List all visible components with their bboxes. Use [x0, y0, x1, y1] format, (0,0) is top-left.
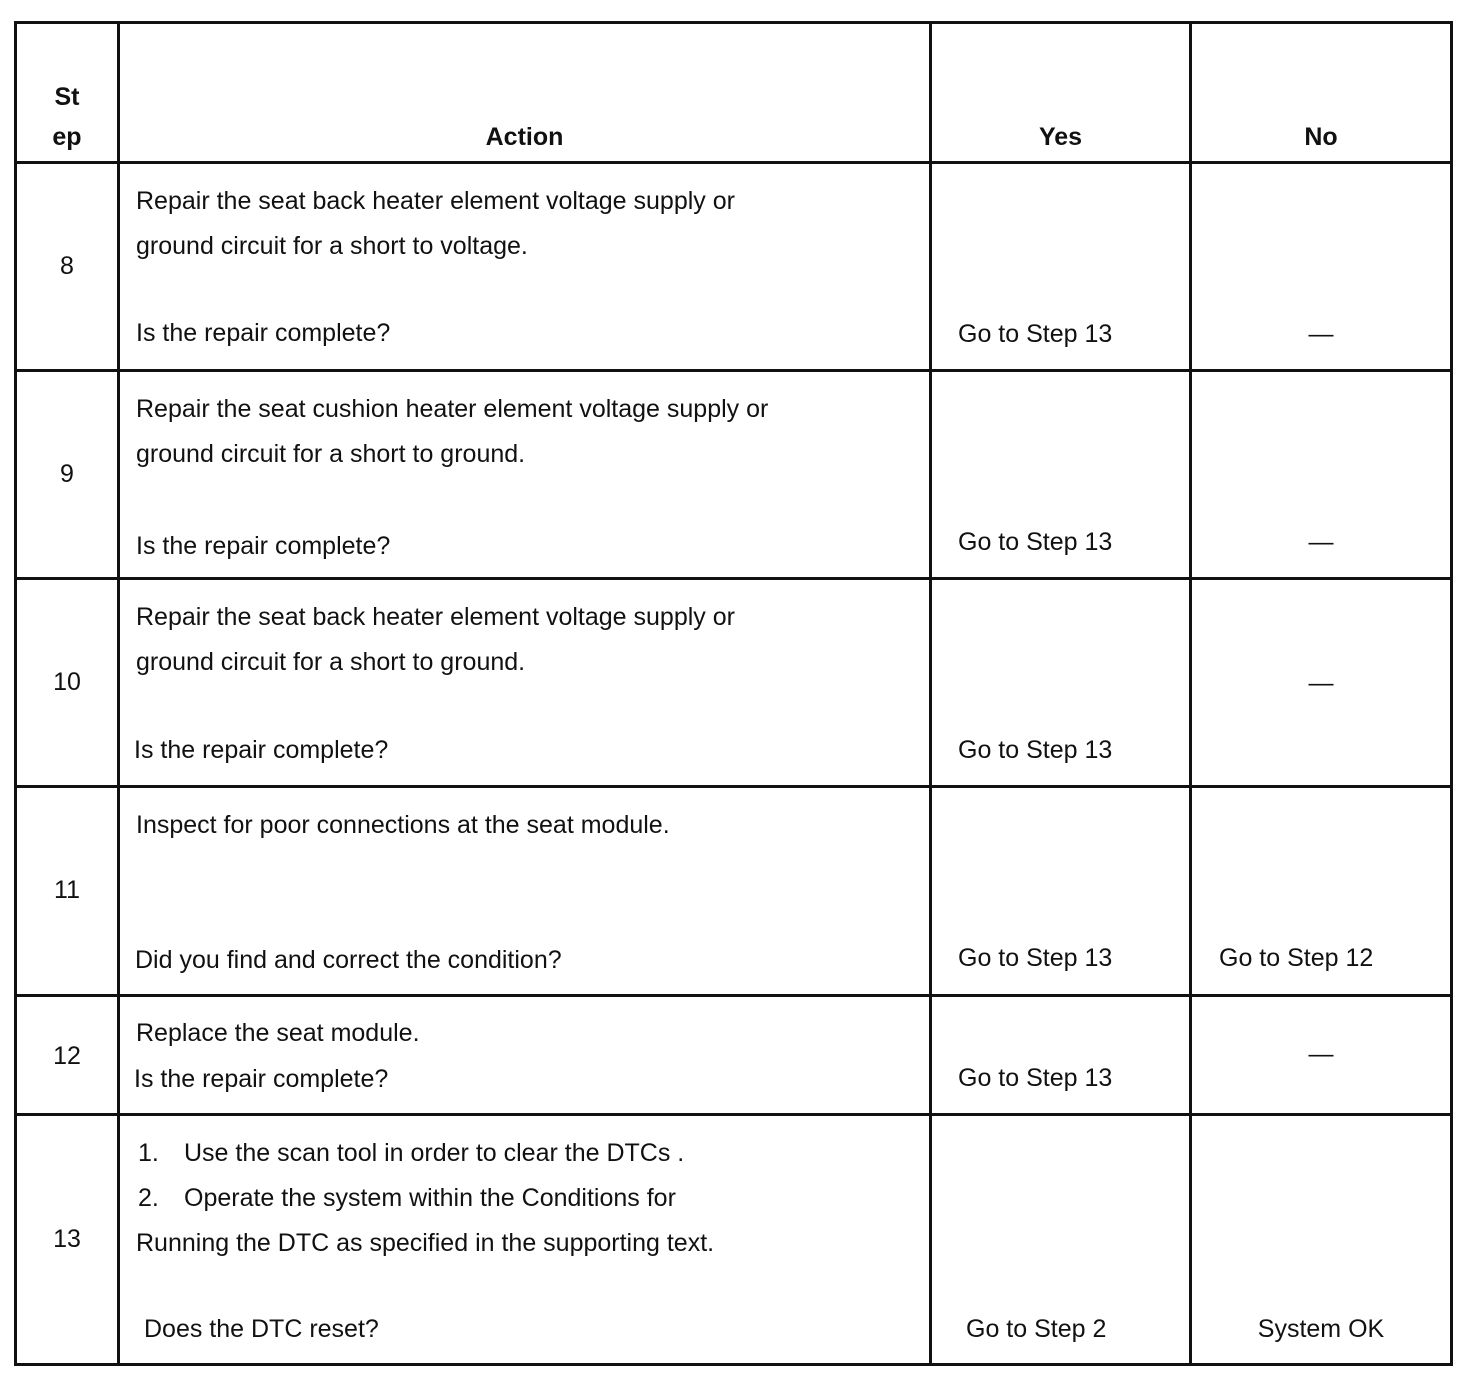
- list-item-continuation: Running the DTC as specified in the supporting text.: [136, 1229, 715, 1257]
- yes-link: Go to Step 13: [958, 1064, 1113, 1092]
- diagnostic-table: [14, 21, 1453, 1366]
- step-cell: [16, 996, 119, 1115]
- no-link: Go to Step 12: [1219, 944, 1374, 972]
- no-cell: [1191, 579, 1452, 787]
- yes-link: Go to Step 2: [966, 1315, 1107, 1343]
- action-cell: [119, 996, 931, 1115]
- no-cell: [1191, 371, 1452, 579]
- no-cell: [1191, 1115, 1452, 1365]
- yes-cell: [931, 163, 1191, 371]
- step-cell: [16, 787, 119, 996]
- step-cell: [16, 579, 119, 787]
- table-row: [16, 579, 1452, 787]
- step-number: 9: [60, 460, 74, 488]
- yes-link: Go to Step 13: [958, 528, 1113, 556]
- yes-cell: [931, 579, 1191, 787]
- table-row: [16, 1115, 1452, 1365]
- action-text: Inspect for poor connections at the seat module.: [136, 811, 670, 839]
- no-value: —: [1308, 528, 1334, 556]
- table-row: [16, 371, 1452, 579]
- header-step-line1: St: [54, 83, 80, 111]
- action-text: ground circuit for a short to ground.: [136, 648, 526, 676]
- action-question: Is the repair complete?: [136, 319, 391, 347]
- header-no: [1191, 23, 1452, 163]
- action-question: Did you find and correct the condition?: [135, 946, 562, 974]
- yes-cell: [931, 996, 1191, 1115]
- step-cell: [16, 163, 119, 371]
- action-cell: [119, 1115, 931, 1365]
- action-text: Replace the seat module.: [136, 1019, 420, 1047]
- action-cell: [119, 579, 931, 787]
- list-number: 1.: [138, 1139, 159, 1167]
- list-item: Use the scan tool in order to clear the DTCs .: [184, 1139, 685, 1167]
- action-question: Is the repair complete?: [134, 1065, 389, 1093]
- step-number: 13: [53, 1225, 81, 1253]
- action-cell: [119, 163, 931, 371]
- step-number: 11: [54, 876, 80, 904]
- action-text: ground circuit for a short to voltage.: [136, 232, 528, 260]
- action-text: Repair the seat back heater element voltage supply or: [136, 603, 735, 631]
- step-number: 10: [53, 668, 81, 696]
- action-text: Repair the seat cushion heater element voltage supply or: [136, 395, 769, 423]
- list-item: Operate the system within the Conditions for: [184, 1184, 676, 1212]
- step-cell: [16, 371, 119, 579]
- table-row: [16, 163, 1452, 371]
- no-cell: [1191, 163, 1452, 371]
- header-action-label: Action: [485, 123, 564, 151]
- no-value: —: [1308, 1040, 1334, 1068]
- no-cell: [1191, 996, 1452, 1115]
- yes-cell: [931, 371, 1191, 579]
- no-value: —: [1308, 669, 1334, 697]
- header-step: [16, 23, 119, 163]
- yes-link: Go to Step 13: [958, 320, 1113, 348]
- header-action: [119, 23, 931, 163]
- action-question: Does the DTC reset?: [144, 1315, 379, 1343]
- header-yes: [931, 23, 1191, 163]
- action-question: Is the repair complete?: [134, 736, 389, 764]
- action-cell: [119, 371, 931, 579]
- yes-cell: [931, 1115, 1191, 1365]
- no-value: —: [1308, 320, 1334, 348]
- header-step-line2: ep: [52, 123, 82, 151]
- step-number: 12: [53, 1042, 81, 1070]
- action-text: ground circuit for a short to ground.: [136, 440, 526, 468]
- list-number: 2.: [138, 1184, 159, 1212]
- yes-link: Go to Step 13: [958, 736, 1113, 764]
- yes-cell: [931, 787, 1191, 996]
- table-row: [16, 787, 1452, 996]
- action-question: Is the repair complete?: [136, 532, 391, 560]
- action-cell: [119, 787, 931, 996]
- yes-link: Go to Step 13: [958, 944, 1113, 972]
- step-cell: [16, 1115, 119, 1365]
- no-cell: [1191, 787, 1452, 996]
- header-yes-label: Yes: [1038, 123, 1083, 151]
- table-row: [16, 996, 1452, 1115]
- header-no-label: No: [1304, 123, 1338, 151]
- step-number: 8: [60, 252, 74, 280]
- header-row: [16, 23, 1452, 163]
- action-text: Repair the seat back heater element voltage supply or: [136, 187, 735, 215]
- no-value: System OK: [1257, 1315, 1385, 1343]
